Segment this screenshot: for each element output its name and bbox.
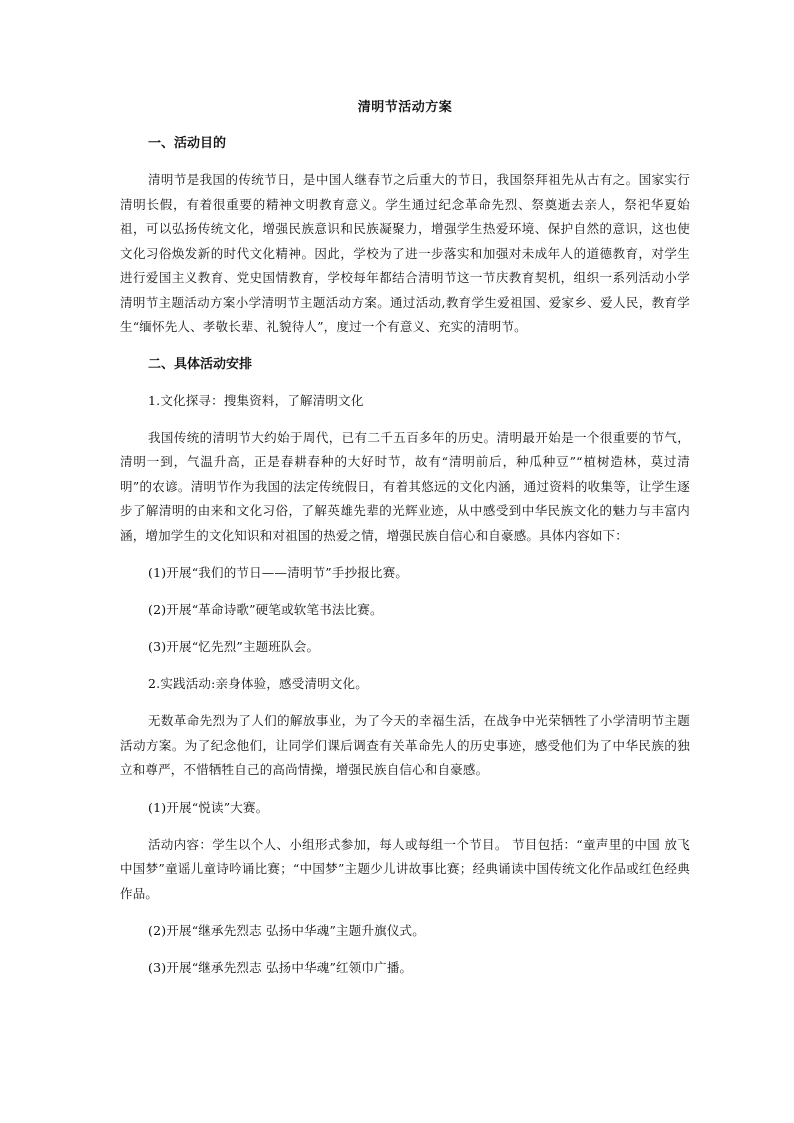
culture-paragraph: 我国传统的清明节大约始于周代，已有二千五百多年的历史。清明最开始是一个很重要的节气，清明一到，气温升高，正是春耕春种的大好时节，故有“清明前后，种瓜种豆”“植树造林，莫过清明”的农谚。清明节作为我国的法定传统假日，有着其悠远的文化内涵，通过资料的收集等，让学生逐步了解清明的由来和文化习俗，了解英雄先辈的光辉业迹，从中感受到中华民族文化的魅力与丰富内涵，增加学生的文化知识和对祖国的热爱之情，增强民族自信心和自豪感。具体内容如下： <box>120 429 690 543</box>
activity-content-paragraph: 活动内容：学生以个人、小组形式参加，每人或每组一个节目。 节目包括：“童声里的中国 放飞中国梦”童谣儿童诗吟诵比赛；“中国梦”主题少儿讲故事比赛；经典诵读中国传统文化作品或红色经典作品。 <box>120 836 690 901</box>
list-item: (1)开展“悦读”大赛。 <box>148 799 269 815</box>
subsection-title-practice: 2.实践活动:亲身体验，感受清明文化。 <box>148 676 368 691</box>
practice-paragraph: 无数革命先烈为了人们的解放事业，为了今天的幸福生活，在战争中光荣牺牲了小学清明节主题活动方案。为了纪念他们，让同学们课后调查有关革命先人的历史事迹，感受他们为了中华民族的独立和尊严，不惜牺牲自己的高尚情操，增强民族自信心和自豪感。 <box>120 713 690 777</box>
document-title: 清明节活动方案 <box>357 100 453 115</box>
list-item: (3)开展“继承先烈志 弘扬中华魂”红领巾广播。 <box>148 960 413 975</box>
section-heading-arrangement: 二、具体活动安排 <box>148 356 253 372</box>
document-body <box>120 96 690 993</box>
section-heading-purpose: 一、活动目的 <box>148 136 227 151</box>
list-item: (2)开展“革命诗歌”硬笔或软笔书法比赛。 <box>148 602 383 617</box>
purpose-paragraph: 清明节是我国的传统节日，是中国人继春节之后重大的节日，我国祭拜祖先从古有之。国家实行清明长假，有着很重要的精神文明教育意义。学生通过纪念革命先烈、祭奠逝去亲人，祭祀华夏始祖，可以弘扬传统文化，增强民族意识和民族凝聚力，增强学生热爱环境、保护自然的意识，这也使文化习俗焕发新的时代文化精神。因此，学校为了进一步落实和加强对未成年人的道德教育，对学生进行爱国主义教育、党史国情教育，学校每年都结合清明节这一节庆教育契机，组织一系列活动小学清明节主题活动方案小学清明节主题活动方案。通过活动,教育学生爱祖国、爱家乡、爱人民，教育学生“缅怀先人、孝敬长辈、礼貌待人”，度过一个有意义、充实的清明节。 <box>120 172 690 334</box>
list-item: (1)开展“我们的节日——清明节”手抄报比赛。 <box>148 565 409 580</box>
subsection-title-culture: 1.文化探寻：搜集资料，了解清明文化 <box>148 392 364 408</box>
list-item: (2)开展“继承先烈志 弘扬中华魂”主题升旗仪式。 <box>148 923 425 938</box>
list-item: (3)开展“忆先烈”主题班队会。 <box>148 639 320 654</box>
